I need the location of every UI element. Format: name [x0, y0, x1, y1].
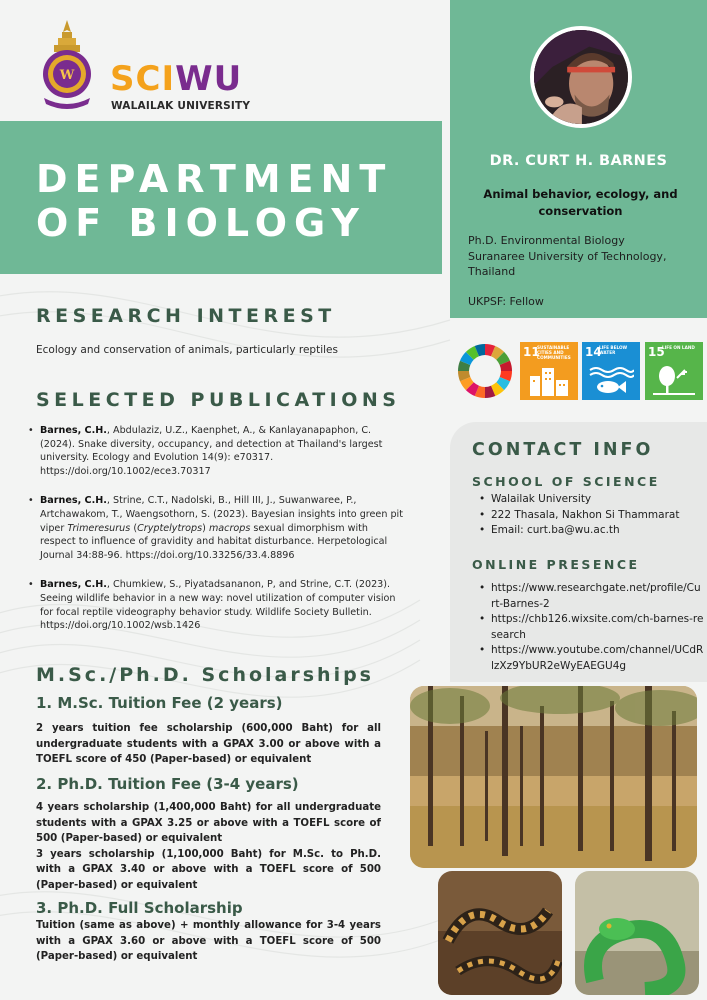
- online-list: [476, 581, 704, 674]
- tree-icon: [651, 362, 697, 396]
- school-item: • Walailak University: [476, 492, 704, 508]
- profile-name: DR. CURT H. BARNES: [489, 153, 668, 169]
- phd-title: 2. Ph.D. Tuition Fee (3-4 years): [36, 775, 299, 793]
- sdg-14-tile: 14 LIFE BELOW WATER: [582, 342, 640, 400]
- profile-focus: Animal behavior, ecology, and conservation: [483, 187, 678, 218]
- city-icon: [526, 362, 572, 396]
- school-heading: SCHOOL OF SCIENCE: [472, 474, 660, 489]
- full-scholarship-text: Tuition (same as above) + monthly allowance for 3-4 years with a GPAX 3.60 or above with a TOEFL score of 500 (Paper-based) or equivalent: [36, 920, 381, 962]
- sdg-11-tile: 11 SUSTAINABLE CITIES AND COMMUNITIES: [520, 342, 578, 400]
- school-list: [476, 492, 704, 539]
- profile-ukpsf: UKPSF: Fellow: [468, 295, 544, 308]
- full-scholarship-title: 3. Ph.D. Full Scholarship: [36, 899, 243, 917]
- profile-photo: [530, 26, 632, 128]
- fish-icon: [588, 362, 634, 396]
- forest-photo: [410, 686, 697, 868]
- publication-item: • Barnes, C.H., Strine, C.T., Nadolski, B., Hill III, J., Suwanwaree, P., Artchawakom, T., Waengsothorn, S. (2023). Bayesian insights into green pit viper Trimeresurus (Cryptelytrops) macrops sexual dimorphism with respect to influence of gravidity and habitat disturbance. Herpetological Journal 34:88-96. https://doi.org/10.33256/33.4.8896: [26, 494, 406, 562]
- profile-degree: Ph.D. Environmental Biology Suranaree University of Technology, Thailand: [468, 234, 667, 278]
- contact-heading: CONTACT INFO: [472, 440, 654, 460]
- phd-text: 4 years scholarship (1,400,000 Baht) for all undergraduate students with a GPAX 3.25 or above with a TOEFL score of 500 (Paper-based) or equivalent 3 years scholarship (1,100,000 Baht) for M.Sc. to Ph.D. with a GPAX 3.40 or above with a TOEFL score of 500 (Paper-based) or equivalent: [36, 802, 381, 891]
- publication-list: [26, 424, 406, 649]
- svg-text:W: W: [59, 68, 75, 83]
- sdg-wheel-icon: [456, 342, 514, 400]
- publication-item: • Barnes, C.H., Abdulaziz, U.Z., Kaenphet, A., & Kanlayanapaphon, C. (2024). Snake diversity, occupancy, and detection at Thailand's largest university. Ecology and Evolution 14(9): e70317. https://doi.org/10.1002/ece3.70317: [26, 424, 406, 478]
- email-item[interactable]: • Email: curt.ba@wu.ac.th: [476, 523, 704, 539]
- banded-snake-photo: [438, 871, 562, 995]
- msc-title: 1. M.Sc. Tuition Fee (2 years): [36, 694, 283, 712]
- department-title: DEPARTMENT OF BIOLOGY: [36, 157, 393, 245]
- school-item: • 222 Thasala, Nakhon Si Thammarat: [476, 508, 704, 524]
- scholarships-heading: M.Sc./Ph.D. Scholarships: [36, 664, 374, 686]
- research-heading: RESEARCH INTEREST: [36, 305, 336, 327]
- university-seal-icon: [38, 18, 96, 110]
- research-text: Ecology and conservation of animals, particularly reptiles: [36, 344, 338, 356]
- publications-heading: SELECTED PUBLICATIONS: [36, 389, 401, 411]
- green-pit-viper-photo: [575, 871, 699, 995]
- researchgate-link[interactable]: • https://www.researchgate.net/profile/Curt-Barnes-2: [476, 581, 704, 612]
- website-link[interactable]: • https://chb126.wixsite.com/ch-barnes-research: [476, 612, 704, 643]
- msc-text: 2 years tuition fee scholarship (600,000 Baht) for all undergraduate students with a GPAX 3.00 or above with a TOEFL score of 450 (Paper-based) or equivalent: [36, 723, 381, 765]
- online-heading: ONLINE PRESENCE: [472, 557, 640, 572]
- sciwu-logo: SCIWU: [110, 59, 243, 99]
- youtube-link[interactable]: • https://www.youtube.com/channel/UCdRlzXz9YbUR2eWyEAEGU4g: [476, 643, 704, 674]
- publication-item: • Barnes, C.H., Chumkiew, S., Piyatadsananon, P, and Strine, C.T. (2023). Seeing wildlife behavior in a new way: novel utilization of computer vision for focal reptile videography behavior study. Wildlife Society Bulletin. https://doi.org/10.1002/wsb.1426: [26, 578, 406, 632]
- logo-area: [38, 18, 258, 113]
- university-name: WALAILAK UNIVERSITY: [111, 100, 251, 112]
- sdg-15-tile: 15 LIFE ON LAND: [645, 342, 703, 400]
